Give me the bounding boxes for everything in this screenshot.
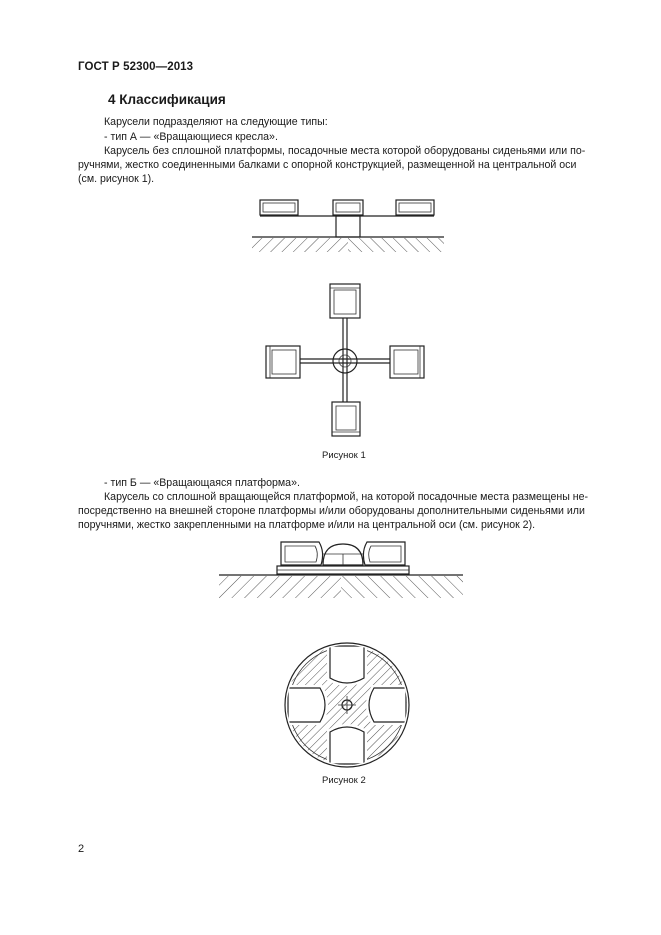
- page-number: 2: [78, 843, 85, 855]
- type-a-desc-line-3: (см. рисунок 1).: [78, 173, 155, 185]
- type-b-desc-line-2: посредственно на внешней стороне платформы и/или оборудованы дополнительными сиденьями или: [78, 505, 585, 517]
- section-title: 4 Классификация: [108, 92, 226, 107]
- figure2-side-view: [215, 538, 467, 602]
- seat-top: [330, 284, 360, 318]
- seat-left: [266, 346, 300, 378]
- platform-seat-left: [281, 542, 323, 565]
- intro-text: Карусели подразделяют на следующие типы:: [104, 116, 328, 128]
- type-a-desc-line-1: Карусель без сплошной платформы, посадочные места которой оборудованы сиденьями или по-: [104, 145, 586, 157]
- seat-center-side: [333, 200, 363, 215]
- figure2-caption: Рисунок 2: [322, 775, 366, 786]
- seat-right: [390, 346, 424, 378]
- type-b-item: - тип Б — «Вращающаяся платформа».: [104, 477, 300, 489]
- type-a-item: - тип А — «Вращающиеся кресла».: [104, 131, 278, 143]
- figure2-top-view: [282, 640, 412, 770]
- platform-seat-right: [363, 542, 405, 565]
- platform-seat-center: [323, 544, 363, 565]
- figure1-caption: Рисунок 1: [322, 450, 366, 461]
- document-code: ГОСТ Р 52300—2013: [78, 61, 194, 73]
- type-b-desc-line-1: Карусель со сплошной вращающейся платформой, на которой посадочные места размещены не-: [104, 491, 589, 503]
- type-b-desc-line-3: поручнями, жестко закрепленными на платформе и/или на центральной оси (см. рисунок 2).: [78, 519, 536, 531]
- seat-left-side: [260, 200, 298, 215]
- figure1-top-view: [260, 280, 430, 445]
- figure1-side-view: [248, 195, 448, 257]
- seat-right-side: [396, 200, 434, 215]
- seat-bottom: [332, 402, 360, 436]
- type-a-desc-line-2: ручнями, жестко соединенными балками с опорной конструкцией, размещенной на центральной оси: [78, 159, 577, 171]
